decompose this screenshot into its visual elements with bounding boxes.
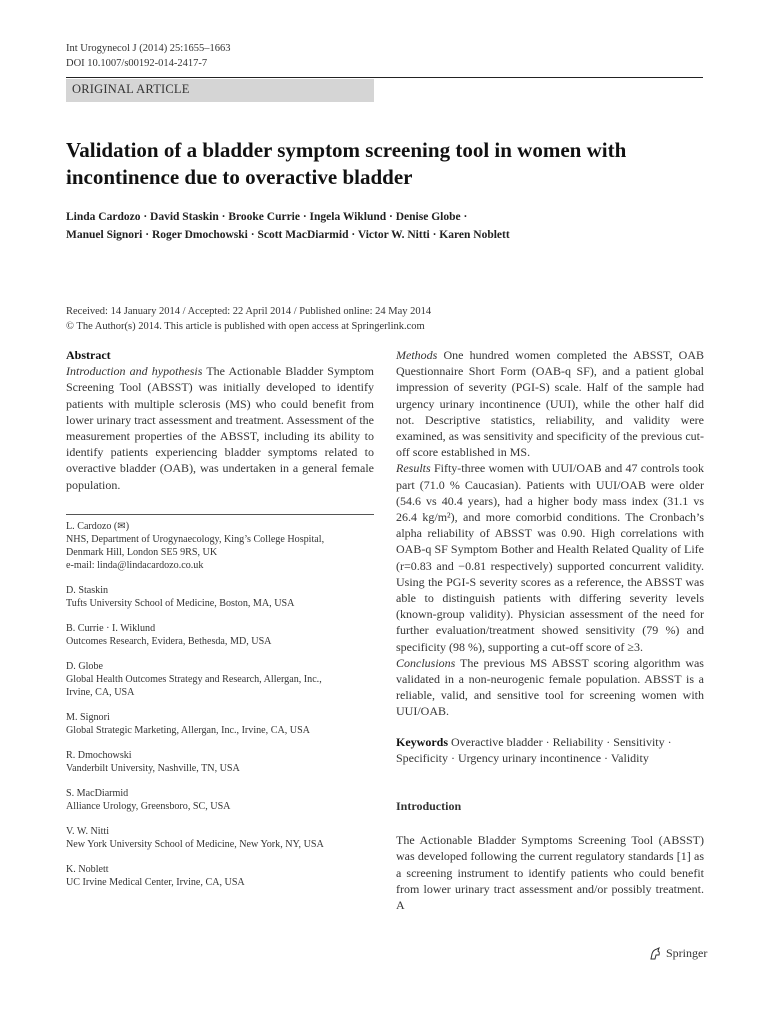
intro-text: The Actionable Bladder Symptom Screening Tool (ABSST) was initially developed to identify patients with multiple sclerosis (MS) who could benefit from lower urinary tract assessment and treatment. Assessment of the measurement properties of the ABSST, including its ability to identify patients experiencing bladder symptoms related to overactive bladder (OAB), was undertaken in a general female population. — [66, 364, 374, 492]
abstract-intro — [66, 363, 374, 493]
affiliation-author: K. Noblett — [66, 864, 109, 875]
affiliation-author: R. Dmochowski — [66, 750, 132, 761]
keywords-label: Keywords — [396, 734, 448, 749]
abstract-conclusions — [396, 655, 704, 720]
keywords-text: Overactive bladder · Reliability · Sensitivity · Specificity · Urgency urinary incontinence · Validity — [396, 734, 672, 765]
affiliation-author: L. Cardozo (✉) — [66, 521, 130, 532]
affiliation-block — [66, 711, 374, 737]
introduction-heading: Introduction — [396, 799, 462, 814]
article-type-band — [66, 79, 374, 102]
abstract-heading: Abstract — [66, 348, 111, 362]
results-label: Results — [396, 461, 431, 476]
journal-header — [66, 41, 230, 71]
affiliation-line: Denmark Hill, London SE5 9RS, UK — [66, 547, 218, 558]
affiliation-line: UC Irvine Medical Center, Irvine, CA, USA — [66, 877, 245, 888]
article-type: ORIGINAL ARTICLE — [72, 82, 190, 96]
affiliation-author: V. W. Nitti — [66, 826, 110, 837]
affiliation-author: M. Signori — [66, 712, 110, 723]
affiliation-author: D. Globe — [66, 661, 104, 672]
publication-info — [66, 304, 706, 334]
authors — [66, 208, 706, 244]
affiliation-line: Outcomes Research, Evidera, Bethesda, MD, USA — [66, 636, 272, 647]
article-title: Validation of a bladder symptom screening tool in women with incontinence due to overactive bladder — [66, 138, 627, 189]
conclusions-label: Conclusions — [396, 655, 456, 670]
affiliation-block — [66, 749, 374, 775]
affiliation-line: Tufts University School of Medicine, Boston, MA, USA — [66, 598, 295, 609]
affiliation-block — [66, 622, 374, 648]
doi[interactable]: DOI 10.1007/s00192-014-2417-7 — [66, 58, 208, 69]
affiliation-author: D. Staskin — [66, 585, 109, 596]
copyright-notice: © The Author(s) 2014. This article is published with open access at Springerlink.com — [66, 321, 425, 332]
affiliation-line: NHS, Department of Urogynaecology, King’s College Hospital, — [66, 534, 325, 545]
intro-label: Introduction and hypothesis — [66, 364, 203, 379]
methods-text: One hundred women completed the ABSST, OAB Questionnaire Short Form (OAB-q SF), and a patient global impression of severity (PGI-S) scale. Half of the sample had urgency urinary incontinence (UUI), while the other half did not. Descriptive statistics, reliability, and validity were examined, as was sensitivity and specificity of the previous cut-off score established in MS. — [396, 348, 704, 460]
header-rule — [66, 77, 703, 78]
authors-line-2: Manuel Signori · Roger Dmochowski · Scott MacDiarmid · Victor W. Nitti · Karen Noblett — [66, 229, 510, 241]
affiliation-line: New York University School of Medicine, New York, NY, USA — [66, 839, 324, 850]
affiliation-block — [66, 825, 374, 851]
affiliation-line[interactable]: e-mail: linda@lindacardozo.co.uk — [66, 560, 204, 571]
journal-citation: Int Urogynecol J (2014) 25:1655–1663 — [66, 43, 231, 54]
affiliations — [66, 520, 374, 901]
affiliation-line: Vanderbilt University, Nashville, TN, USA — [66, 763, 240, 774]
affiliation-line: Irvine, CA, USA — [66, 687, 135, 698]
affiliation-block — [66, 787, 374, 813]
affiliation-block — [66, 584, 374, 610]
conclusions-text: The previous MS ABSST scoring algorithm was validated in a non-neurogenic female population. ABSST is a reliable, valid, and sensitive tool for screening women with UUI/OAB. — [396, 655, 704, 719]
introduction-text: The Actionable Bladder Symptoms Screening Tool (ABSST) was developed following the current regulatory standards [1] as a screening instrument to identify patients who could benefit from lower urinary tract assessment and/or possibly treatment. A — [396, 833, 704, 913]
abstract-results — [396, 460, 704, 654]
publisher-name: Springer — [666, 946, 708, 960]
keywords — [396, 734, 704, 766]
abstract-right — [396, 347, 704, 913]
affiliation-block — [66, 660, 374, 699]
affiliation-block — [66, 863, 374, 889]
affiliation-block — [66, 520, 374, 572]
methods-label: Methods — [396, 348, 438, 362]
abstract-methods — [396, 347, 704, 460]
publication-dates: Received: 14 January 2014 / Accepted: 22 April 2014 / Published online: 24 May 2014 — [66, 306, 432, 317]
abstract-left — [66, 347, 374, 493]
affiliation-line: Alliance Urology, Greensboro, SC, USA — [66, 801, 231, 812]
affiliation-author: B. Currie · I. Wiklund — [66, 623, 156, 634]
affiliation-line: Global Health Outcomes Strategy and Research, Allergan, Inc., — [66, 674, 322, 685]
affiliation-author: S. MacDiarmid — [66, 788, 129, 799]
results-text: Fifty-three women with UUI/OAB and 47 controls took part (71.0 % Caucasian). Patients with UUI/OAB were older (54.6 vs 40.4 years), had a higher body mass index (31.1 vs 26.4 kg/m²), and more comorbid conditions. The Cronbach’s alpha reliability of ABSST was 0.90. High correlations with OAB-q SF Symptom Bother and Health Related Quality of Life (r=0.83 and −0.81 respectively) supported concurrent validity. Using the PGI-S severity scores as a reference, the ABSST was able to distinguish patients with differing severity levels (known-group validity). Physician assessment of the need for further evaluation/treatment showed sensitivity (79 %) and specificity (98 %), supporting a cut-off score of ≥3. — [396, 461, 705, 654]
footnote-separator — [66, 514, 374, 515]
affiliation-line: Global Strategic Marketing, Allergan, Inc., Irvine, CA, USA — [66, 725, 310, 736]
authors-line-1: Linda Cardozo · David Staskin · Brooke Currie · Ingela Wiklund · Denise Globe · — [66, 211, 468, 223]
publisher-logo — [648, 946, 707, 961]
springer-horse-icon — [648, 947, 662, 961]
